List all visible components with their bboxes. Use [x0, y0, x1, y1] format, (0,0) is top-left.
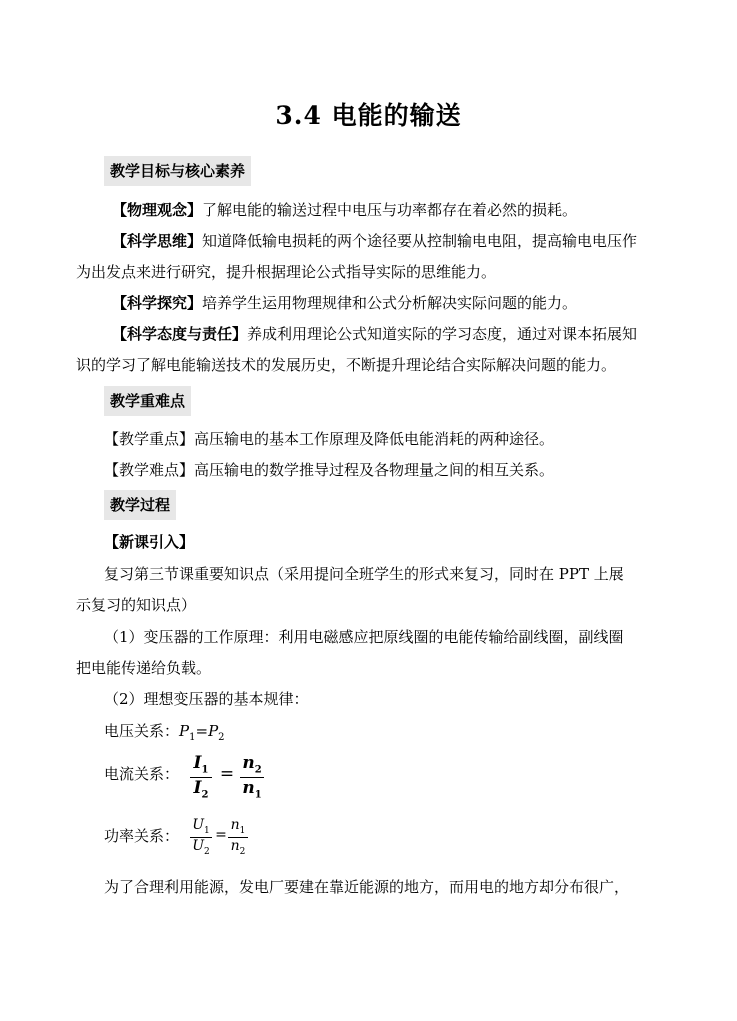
goal-label: 【科学探究】 — [112, 294, 203, 312]
goal-text: 培养学生运用物理规律和公式分析解决实际问题的能力。 — [202, 294, 578, 312]
formula-sub: 2 — [218, 732, 225, 743]
formula-sub: 2 — [201, 789, 209, 801]
review-text: 复习第三节课重要知识点（采用提问全班学生的形式来复习，同时在 PPT 上展 — [104, 565, 624, 583]
goal-physics-concept — [112, 200, 672, 220]
current-frac-left-den — [190, 778, 212, 800]
formula-var: U — [192, 838, 205, 854]
formula-sub: 1 — [254, 789, 262, 801]
formula-var: n — [242, 778, 255, 798]
formula-var: U — [192, 817, 205, 833]
power-frac-left — [190, 817, 212, 836]
power-frac-left-den — [190, 838, 212, 857]
formula-sub: 2 — [239, 846, 246, 857]
closing-text: 为了合理利用能源，发电厂要建在靠近能源的地方，而用电的地方却分布很广， — [104, 878, 630, 896]
formula-var: P — [208, 722, 219, 740]
formula-var: n — [230, 817, 240, 833]
formula-sub: 1 — [239, 825, 246, 836]
formula-var: I — [193, 753, 202, 773]
current-relation-label: 电流关系： — [104, 765, 180, 783]
power-frac-right-den — [228, 838, 248, 857]
section-heading-key-points: 教学重难点 — [104, 386, 191, 416]
goal-text: 养成利用理论公式知道实际的学习态度，通过对课本拓展知 — [247, 325, 638, 343]
formula-sub: 1 — [189, 732, 196, 743]
voltage-relation — [104, 721, 664, 748]
goal-label: 【科学思维】 — [112, 232, 203, 250]
formula-sub: 1 — [204, 825, 210, 836]
formula-eq: = — [219, 764, 235, 784]
review-item-2: （2）理想变压器的基本规律： — [104, 690, 309, 708]
goal-label: 【科学态度与责任】 — [112, 325, 248, 343]
power-frac-right — [228, 817, 248, 836]
current-frac-right — [240, 753, 264, 775]
formula-var: I — [193, 778, 202, 798]
formula-sub: 1 — [201, 764, 209, 776]
formula-var: P — [179, 722, 190, 740]
goal-text: 知道降低输电损耗的两个途径要从控制输电电阻，提高输电电压作 — [202, 232, 638, 250]
key-point: 【教学重点】高压输电的基本工作原理及降低电能消耗的两种途径。 — [104, 430, 555, 448]
difficult-point: 【教学难点】高压输电的数学推导过程及各物理量之间的相互关系。 — [104, 461, 555, 479]
formula-var: n — [242, 753, 255, 773]
review-text-continued: 示复习的知识点） — [76, 596, 197, 614]
formula-eq: = — [195, 722, 209, 740]
goal-scientific-thinking — [112, 231, 672, 251]
goal-text-continued: 识的学习了解电能输送技术的发展历史，不断提升理论结合实际解决问题的能力。 — [76, 356, 617, 374]
formula-eq: = — [215, 827, 227, 843]
current-frac-left — [190, 753, 212, 775]
goal-attitude-responsibility — [112, 324, 672, 344]
goal-text: 了解电能的输送过程中电压与功率都存在着必然的损耗。 — [202, 201, 578, 219]
goal-text-continued: 为出发点来进行研究，提升根据理论公式指导实际的思维能力。 — [76, 263, 497, 281]
current-frac-right-den — [240, 778, 264, 800]
formula-sub: 2 — [204, 846, 210, 857]
intro-label: 【新课引入】 — [104, 533, 195, 551]
goal-label: 【物理观念】 — [112, 201, 203, 219]
section-heading-process: 教学过程 — [104, 490, 176, 520]
formula-var: n — [230, 838, 240, 854]
formula-label: 电压关系： — [104, 722, 180, 740]
power-relation-label: 功率关系： — [104, 827, 180, 845]
goal-scientific-inquiry — [112, 293, 672, 313]
review-item-1-continued: 把电能传递给负载。 — [76, 659, 212, 677]
formula-sub: 2 — [254, 764, 262, 776]
review-item-1: （1）变压器的工作原理：利用电磁感应把原线圈的电能传输给副线圈，副线圈 — [104, 628, 624, 646]
section-heading-goals: 教学目标与核心素养 — [104, 156, 251, 186]
page-title: 3.4 电能的输送 — [275, 101, 462, 130]
